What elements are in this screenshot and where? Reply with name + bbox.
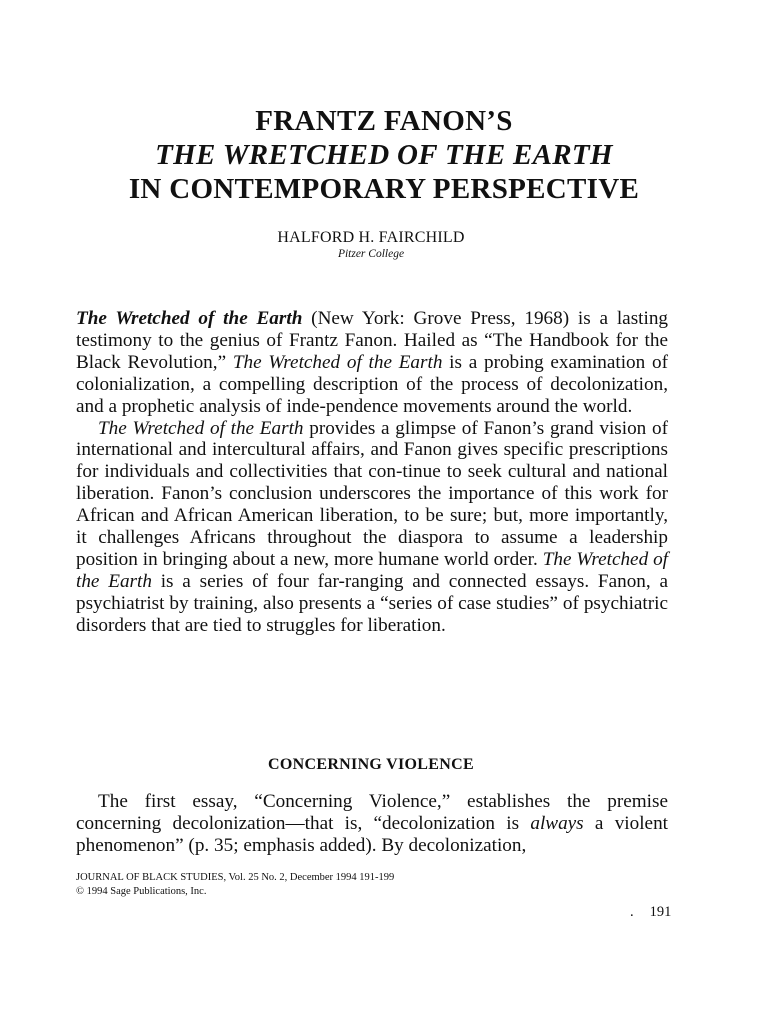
journal-citation: JOURNAL OF BLACK STUDIES, Vol. 25 No. 2, December 1994 191-199 — [76, 872, 395, 883]
book-title: The Wretched of the Earth — [76, 308, 303, 329]
paragraph-text: The first essay, “Concerning Violence,” establishes the premise concerning decolonization—that is, “decolonization is — [76, 791, 668, 834]
emphasis-text: always — [530, 812, 584, 834]
article-title — [0, 104, 768, 206]
title-line-3: IN CONTEMPORARY PERSPECTIVE — [128, 173, 640, 205]
paragraph-text: is a probing examination of colonialization, a compelling description of the process of decolonization, and a prophetic analysis of inde-pendence movements around the world. — [76, 351, 668, 417]
page-number: 191 — [649, 904, 672, 920]
page-mark: . — [630, 904, 634, 920]
book-title: The Wretched of the Earth — [98, 417, 304, 439]
paragraph-text: is a series of four far-ranging and connected essays. Fanon, a psychiatrist by training, also presents a “series of case studies” of psychiatric disorders that are tied to struggles for liberation. — [76, 570, 668, 636]
book-title: The Wretched of the Earth — [76, 548, 668, 592]
intro-section — [76, 308, 668, 637]
paragraph-text: provides a glimpse of Fanon’s grand vision of international and intercultural affairs, and Fanon gives specific prescriptions for individuals and collectivities that con-tinue to seek cultural and national liberation. Fanon’s conclusion underscores the importance of this work for African and African American liberation, to be sure; but, more importantly, it challenges Africans throughout the diaspora to assume a leadership position in bringing about a new, more humane world order. — [76, 417, 668, 570]
title-line-2: THE WRETCHED OF THE EARTH — [155, 139, 613, 171]
intro-paragraph-1 — [76, 308, 668, 418]
section-heading: CONCERNING VIOLENCE — [268, 756, 474, 773]
paragraph-text: (New York: Grove Press, 1968) is a lasting testimony to the genius of Frantz Fanon. Hailed as “The Handbook for the Black Revolution,” — [76, 308, 669, 373]
page-number-block — [630, 903, 671, 921]
journal-footer — [76, 871, 394, 899]
intro-paragraph-2 — [76, 418, 668, 637]
title-line-1: FRANTZ FANON’S — [255, 105, 513, 137]
paragraph-text: a violent phenomenon” (p. 35; emphasis added). By decolonization, — [76, 812, 668, 856]
author-name: HALFORD H. FAIRCHILD — [277, 229, 465, 246]
author-affiliation: Pitzer College — [337, 248, 405, 260]
book-title: The Wretched of the Earth — [232, 351, 443, 373]
copyright-notice: © 1994 Sage Publications, Inc. — [76, 886, 207, 897]
section-body — [76, 791, 668, 857]
section-paragraph-1 — [76, 791, 668, 857]
